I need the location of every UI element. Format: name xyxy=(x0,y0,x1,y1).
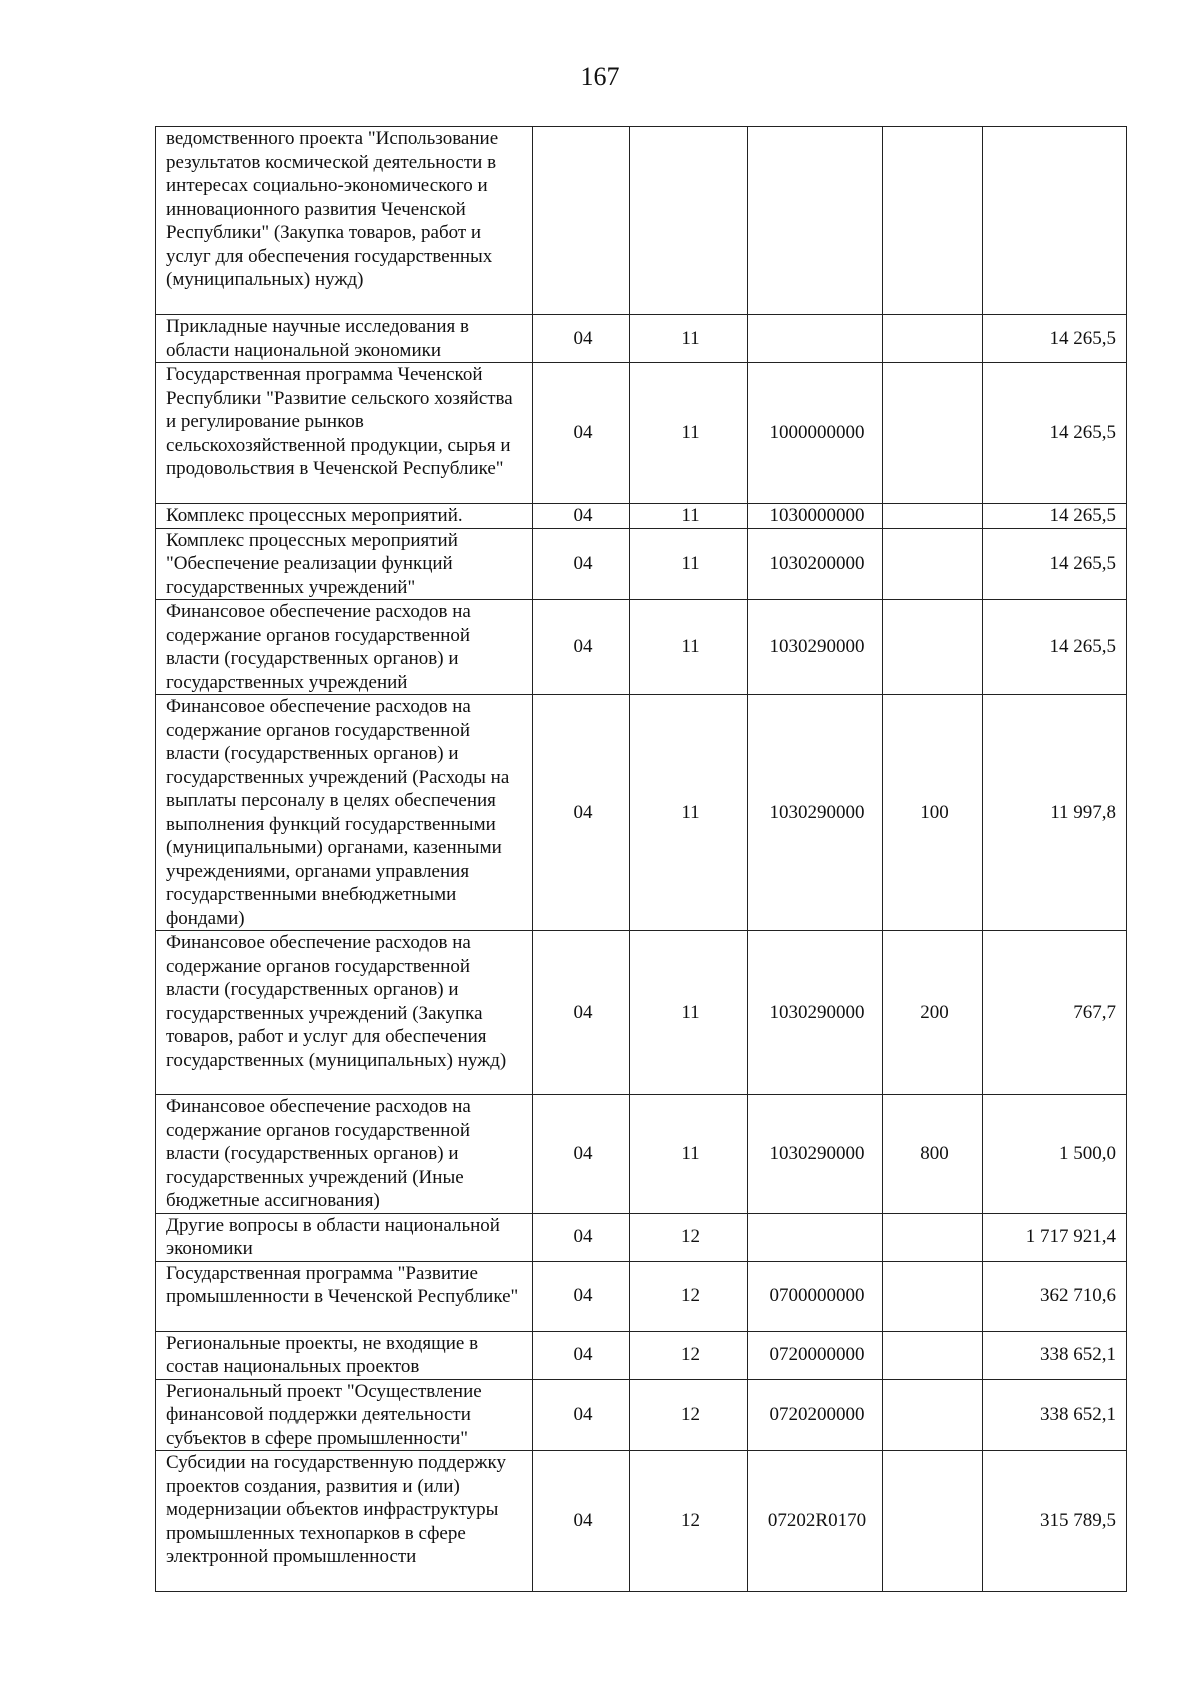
row-expense-type xyxy=(883,363,983,504)
row-target-article: 1030290000 xyxy=(748,1095,883,1214)
row-name: Финансовое обеспечение расходов на содержание органов государственной власти (государственных органов) и государственных учреждений (Расходы на выплаты персоналу в целях обеспечения выполнения функций государственными (муниципальными) органами, казенными учреждениями, органами управления государственными внебюджетными фондами) xyxy=(156,695,533,931)
table-row xyxy=(156,363,1127,504)
row-name: ведомственного проекта "Использование результатов космической деятельности в интересах социально-экономического и инновационного развития Чеченской Республики" (Закупка товаров, работ и услуг для обеспечения государственных (муниципальных) нужд) xyxy=(156,127,533,315)
table-row xyxy=(156,600,1127,695)
row-subsection: 11 xyxy=(630,931,748,1095)
row-name: Финансовое обеспечение расходов на содержание органов государственной власти (государственных органов) и государственных учреждений (Закупка товаров, работ и услуг для обеспечения государственных (муниципальных) нужд) xyxy=(156,931,533,1095)
row-target-article: 1030290000 xyxy=(748,695,883,931)
row-amount: 14 265,5 xyxy=(983,528,1127,600)
row-target-article: 1030200000 xyxy=(748,528,883,600)
table-row xyxy=(156,695,1127,931)
row-target-article: 1030000000 xyxy=(748,504,883,529)
row-target-article: 07202R0170 xyxy=(748,1451,883,1592)
row-name: Государственная программа Чеченской Республики "Развитие сельского хозяйства и регулирование рынков сельскохозяйственной продукции, сырья и продовольствия в Чеченской Республике" xyxy=(156,363,533,504)
row-subsection: 11 xyxy=(630,1095,748,1214)
row-section: 04 xyxy=(533,931,630,1095)
row-target-article: 0700000000 xyxy=(748,1261,883,1331)
row-name: Региональные проекты, не входящие в состав национальных проектов xyxy=(156,1331,533,1379)
row-subsection: 11 xyxy=(630,695,748,931)
row-expense-type xyxy=(883,1451,983,1592)
row-target-article xyxy=(748,127,883,315)
row-section: 04 xyxy=(533,1213,630,1261)
row-section: 04 xyxy=(533,1261,630,1331)
row-name: Субсидии на государственную поддержку проектов создания, развития и (или) модернизации объектов инфраструктуры промышленных технопарков в сфере электронной промышленности xyxy=(156,1451,533,1592)
row-subsection: 12 xyxy=(630,1451,748,1592)
row-expense-type: 800 xyxy=(883,1095,983,1214)
row-section: 04 xyxy=(533,1379,630,1451)
row-subsection: 12 xyxy=(630,1261,748,1331)
row-subsection: 12 xyxy=(630,1213,748,1261)
table-row xyxy=(156,1095,1127,1214)
row-section: 04 xyxy=(533,528,630,600)
row-amount: 338 652,1 xyxy=(983,1331,1127,1379)
row-expense-type xyxy=(883,1213,983,1261)
budget-table-body xyxy=(156,127,1127,1592)
row-subsection xyxy=(630,127,748,315)
row-section: 04 xyxy=(533,695,630,931)
row-section: 04 xyxy=(533,363,630,504)
row-name: Финансовое обеспечение расходов на содержание органов государственной власти (государственных органов) и государственных учреждений (Иные бюджетные ассигнования) xyxy=(156,1095,533,1214)
row-section xyxy=(533,127,630,315)
row-expense-type xyxy=(883,315,983,363)
row-section: 04 xyxy=(533,600,630,695)
row-name: Комплекс процессных мероприятий. xyxy=(156,504,533,529)
budget-table xyxy=(155,126,1127,1592)
row-amount xyxy=(983,127,1127,315)
row-target-article: 1030290000 xyxy=(748,931,883,1095)
table-row xyxy=(156,528,1127,600)
row-expense-type xyxy=(883,1379,983,1451)
row-name: Комплекс процессных мероприятий "Обеспечение реализации функций государственных учреждений" xyxy=(156,528,533,600)
row-expense-type: 100 xyxy=(883,695,983,931)
row-target-article: 0720000000 xyxy=(748,1331,883,1379)
row-expense-type xyxy=(883,1261,983,1331)
row-subsection: 12 xyxy=(630,1331,748,1379)
row-expense-type: 200 xyxy=(883,931,983,1095)
row-expense-type xyxy=(883,504,983,529)
table-row xyxy=(156,127,1127,315)
row-subsection: 11 xyxy=(630,600,748,695)
row-expense-type xyxy=(883,1331,983,1379)
row-name: Прикладные научные исследования в области национальной экономики xyxy=(156,315,533,363)
row-name: Региональный проект "Осуществление финансовой поддержки деятельности субъектов в сфере промышленности" xyxy=(156,1379,533,1451)
row-subsection: 11 xyxy=(630,363,748,504)
table-row xyxy=(156,1213,1127,1261)
row-amount: 14 265,5 xyxy=(983,315,1127,363)
row-expense-type xyxy=(883,600,983,695)
row-section: 04 xyxy=(533,504,630,529)
table-row xyxy=(156,1261,1127,1331)
row-subsection: 11 xyxy=(630,315,748,363)
row-amount: 362 710,6 xyxy=(983,1261,1127,1331)
table-row xyxy=(156,504,1127,529)
row-amount: 315 789,5 xyxy=(983,1451,1127,1592)
row-name: Финансовое обеспечение расходов на содержание органов государственной власти (государственных органов) и государственных учреждений xyxy=(156,600,533,695)
table-row xyxy=(156,315,1127,363)
row-section: 04 xyxy=(533,1331,630,1379)
table-row xyxy=(156,1379,1127,1451)
row-amount: 1 500,0 xyxy=(983,1095,1127,1214)
row-amount: 1 717 921,4 xyxy=(983,1213,1127,1261)
row-name: Государственная программа "Развитие промышленности в Чеченской Республике" xyxy=(156,1261,533,1331)
row-target-article: 1000000000 xyxy=(748,363,883,504)
table-row xyxy=(156,931,1127,1095)
page-number: 167 xyxy=(580,62,620,91)
row-amount: 14 265,5 xyxy=(983,504,1127,529)
row-target-article: 1030290000 xyxy=(748,600,883,695)
row-section: 04 xyxy=(533,315,630,363)
row-amount: 767,7 xyxy=(983,931,1127,1095)
row-section: 04 xyxy=(533,1095,630,1214)
row-subsection: 11 xyxy=(630,528,748,600)
row-section: 04 xyxy=(533,1451,630,1592)
row-subsection: 12 xyxy=(630,1379,748,1451)
row-target-article: 0720200000 xyxy=(748,1379,883,1451)
row-amount: 14 265,5 xyxy=(983,363,1127,504)
row-target-article xyxy=(748,315,883,363)
row-name: Другие вопросы в области национальной экономики xyxy=(156,1213,533,1261)
row-target-article xyxy=(748,1213,883,1261)
table-row xyxy=(156,1451,1127,1592)
table-row xyxy=(156,1331,1127,1379)
row-expense-type xyxy=(883,127,983,315)
row-amount: 338 652,1 xyxy=(983,1379,1127,1451)
row-amount: 14 265,5 xyxy=(983,600,1127,695)
row-expense-type xyxy=(883,528,983,600)
row-subsection: 11 xyxy=(630,504,748,529)
row-amount: 11 997,8 xyxy=(983,695,1127,931)
